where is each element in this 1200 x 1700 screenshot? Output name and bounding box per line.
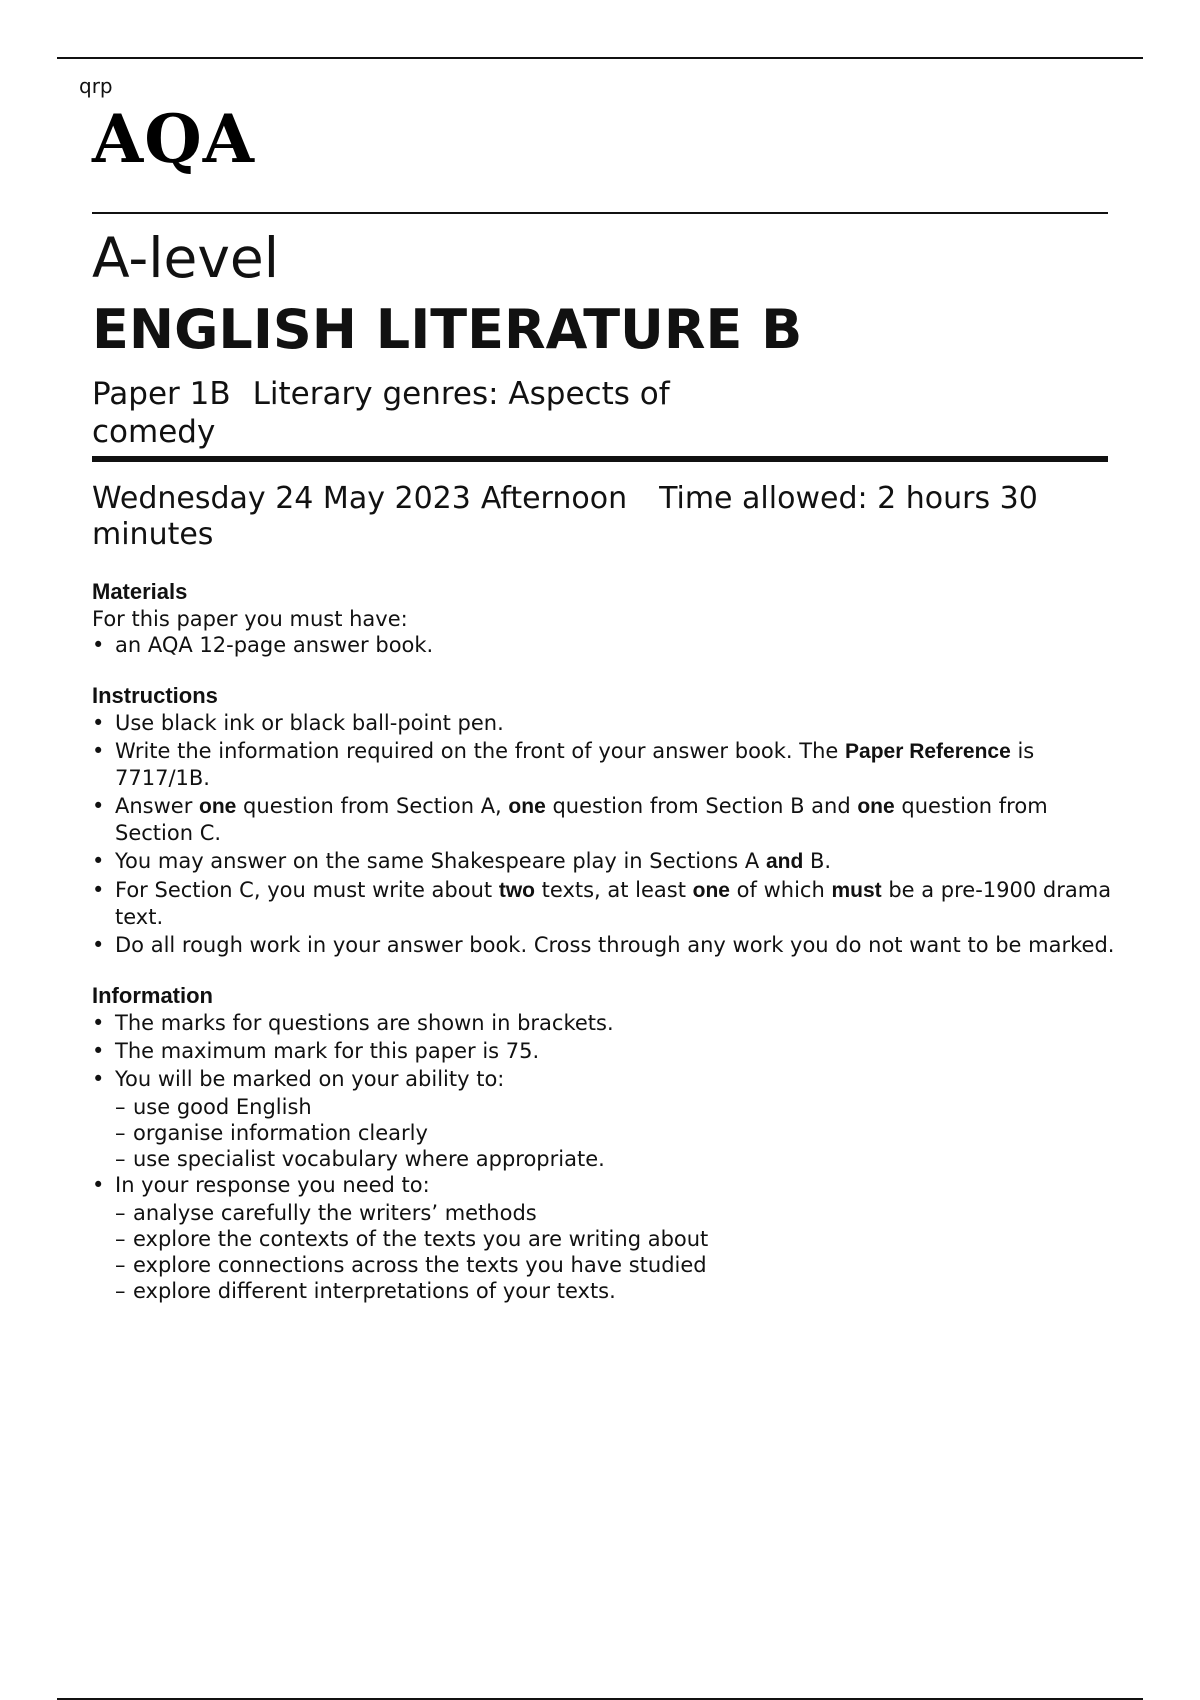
list-item (92, 848, 1122, 875)
sub-list-item: – explore different interpretations of your texts. (92, 1278, 1122, 1304)
header-tag: qrp (79, 74, 113, 98)
instructions-heading: Instructions (92, 683, 218, 708)
information-section (92, 982, 1122, 1304)
exam-session: Afternoon (480, 481, 628, 516)
bold-text: and (765, 850, 804, 873)
list-item: • In your response you need to: (92, 1172, 1122, 1198)
paper-name: Literary genres: Aspects of comedy (92, 376, 670, 450)
bold-text: two (498, 879, 535, 902)
qualification-level: A-level (92, 226, 280, 290)
information-heading: Information (92, 983, 213, 1008)
bold-text: one (857, 795, 895, 818)
list-item: • You will be marked on your ability to: (92, 1066, 1122, 1092)
exam-datetime (92, 481, 1092, 553)
instructions-section (92, 682, 1122, 958)
rubric (92, 578, 1122, 1328)
paper-code: Paper 1B (92, 376, 231, 412)
text: be a pre-1900 drama text. (115, 878, 1112, 929)
sub-list-item: – use specialist vocabulary where appropriate. (92, 1146, 1122, 1172)
text: texts, at least (534, 878, 693, 902)
list-item (92, 793, 1122, 846)
paper-title (92, 375, 712, 451)
text: is 7717/1B. (115, 739, 1035, 790)
time-allowed: Time allowed: 2 hours 30 minutes (92, 481, 1038, 552)
sub-list-item: – use good English (92, 1094, 1122, 1120)
list-item (92, 877, 1122, 930)
text: You may answer on the same Shakespeare play in Sections A (115, 849, 766, 873)
materials-section (92, 578, 1122, 658)
text: question from Section A, (236, 794, 509, 818)
exam-date: Wednesday 24 May 2023 (92, 481, 471, 516)
divider-thick (92, 456, 1108, 462)
list-item: • The marks for questions are shown in brackets. (92, 1010, 1122, 1036)
text: B. (803, 849, 832, 873)
text: Answer (115, 794, 200, 818)
divider-thin (92, 212, 1108, 214)
sub-list-item: – organise information clearly (92, 1120, 1122, 1146)
text: For Section C, you must write about (115, 878, 499, 902)
text: question from Section B and (545, 794, 858, 818)
materials-heading: Materials (92, 579, 188, 604)
list-item (92, 738, 1122, 791)
text: of which (730, 878, 832, 902)
sub-list-item: – explore connections across the texts you have studied (92, 1252, 1122, 1278)
sub-list-item: – explore the contexts of the texts you are writing about (92, 1226, 1122, 1252)
materials-list (92, 632, 1122, 658)
top-rule (57, 57, 1143, 59)
subject-title: ENGLISH LITERATURE B (92, 298, 803, 361)
list-item: • Use black ink or black ball-point pen. (92, 710, 1122, 736)
information-list (92, 1010, 1122, 1304)
bold-text: one (508, 795, 546, 818)
bold-text: Paper Reference (845, 740, 1011, 763)
instructions-list (92, 710, 1122, 958)
text: Write the information required on the front of your answer book. The (115, 739, 846, 763)
bold-text: one (692, 879, 730, 902)
text: question from Section C. (115, 794, 1048, 845)
bold-text: must (831, 879, 882, 902)
bold-text: one (199, 795, 237, 818)
sub-list-item: – analyse carefully the writers’ methods (92, 1200, 1122, 1226)
materials-intro: For this paper you must have: (92, 607, 408, 631)
list-item: • Do all rough work in your answer book. Cross through any work you do not want to be marked. (92, 932, 1122, 958)
list-item: • an AQA 12-page answer book. (92, 632, 1122, 658)
aqa-logo: AQA (92, 100, 255, 178)
list-item: • The maximum mark for this paper is 75. (92, 1038, 1122, 1064)
